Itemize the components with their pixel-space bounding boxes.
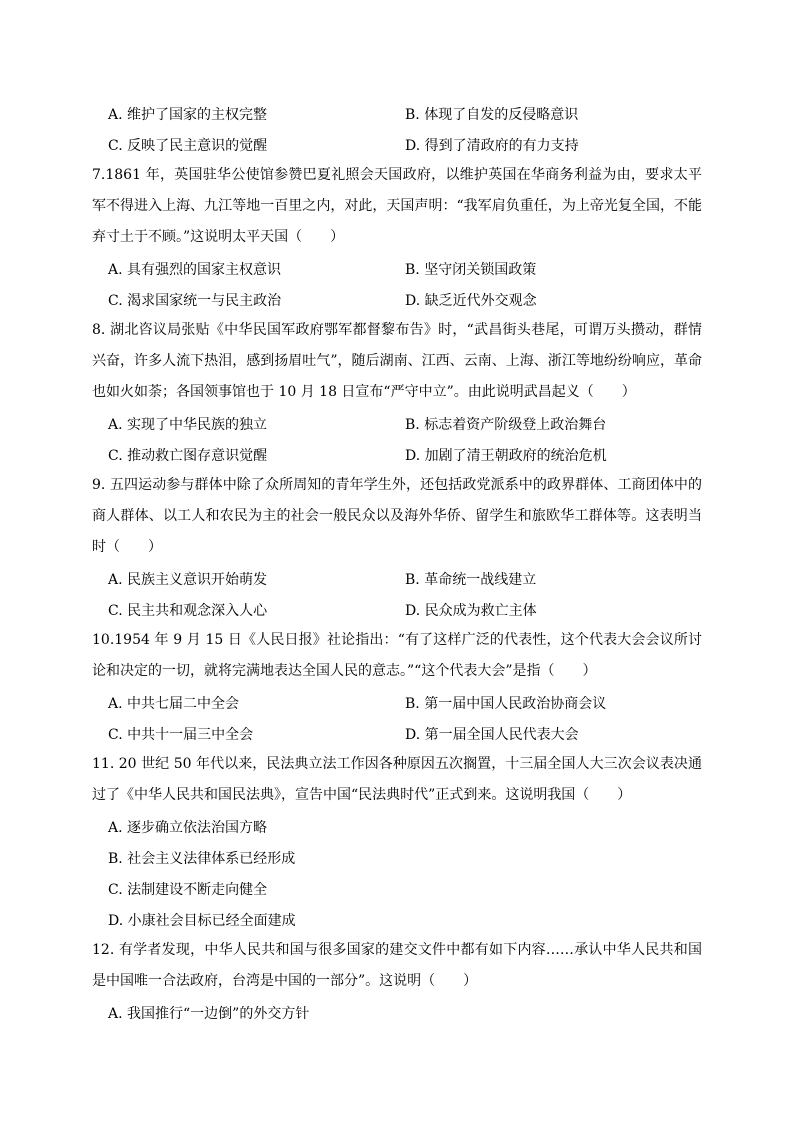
answer-option: A. 实现了中华民族的独立 bbox=[108, 416, 268, 433]
answer-option: B. 社会主义法律体系已经形成 bbox=[108, 850, 296, 867]
answer-option: C. 民主共和观念深入人心 bbox=[108, 602, 268, 619]
option-row bbox=[92, 253, 702, 284]
option-row bbox=[92, 98, 702, 129]
option-row bbox=[92, 284, 702, 315]
answer-option: C. 中共十一届三中全会 bbox=[108, 726, 254, 743]
option-row bbox=[92, 904, 702, 935]
answer-option: A. 逐步确立依法治国方略 bbox=[108, 819, 268, 836]
answer-option: A. 民族主义意识开始萌发 bbox=[108, 571, 268, 588]
option-row bbox=[92, 811, 702, 842]
option-row bbox=[92, 873, 702, 904]
answer-option: D. 第一届全国人民代表大会 bbox=[405, 726, 579, 743]
answer-option: B. 体现了自发的反侵略意识 bbox=[405, 106, 579, 123]
question-stem: 10.1954 年 9 月 15 日《人民日报》社论指出：“有了这样广泛的代表性，这个代表大会会议所讨论和决定的一切，就将完满地表达全国人民的意志。”“这个代表大会”是指（ ） bbox=[92, 632, 702, 679]
answer-option: C. 法制建设不断走向健全 bbox=[108, 881, 268, 898]
answer-option: B. 标志着资产阶级登上政治舞台 bbox=[405, 416, 607, 433]
question-stem: 7.1861 年，英国驻华公使馆参赞巴夏礼照会天国政府，以维护英国在华商务利益为由，要求太平军不得进入上海、九江等地一百里之内，对此，天国声明：“我军肩负重任，为上帝光复全国，不能弃寸土于不顾。”这说明太平天国（ ） bbox=[92, 167, 702, 245]
answer-option: A. 中共七届二中全会 bbox=[108, 695, 240, 712]
option-row bbox=[92, 563, 702, 594]
answer-option: D. 加剧了清王朝政府的统治危机 bbox=[405, 447, 607, 464]
question-stem: 11. 20 世纪 50 年代以来，民法典立法工作因各种原因五次搁置，十三届全国人大三次会议表决通过了《中华人民共和国民法典》，宣告中国“民法典时代”正式到来。这说明我国（ ） bbox=[92, 756, 702, 803]
answer-option: D. 得到了清政府的有力支持 bbox=[405, 137, 579, 154]
answer-option: A. 具有强烈的国家主权意识 bbox=[108, 261, 282, 278]
option-row bbox=[92, 129, 702, 160]
question-list bbox=[92, 98, 702, 1028]
option-row bbox=[92, 594, 702, 625]
answer-option: C. 反映了民主意识的觉醒 bbox=[108, 137, 268, 154]
answer-option: B. 第一届中国人民政治协商会议 bbox=[405, 695, 607, 712]
question-stem: 8. 湖北咨议局张贴《中华民国军政府鄂军都督黎布告》时，“武昌街头巷尾，可谓万头攒动，群情兴奋，许多人流下热泪，感到扬眉吐气”，随后湖南、江西、云南、上海、浙江等地纷纷响应，革命也如火如荼；各国领事馆也于 10 月 18 日宣布“严守中立”。由此说明武昌起义（ ） bbox=[92, 322, 702, 400]
answer-option: D. 缺乏近代外交观念 bbox=[405, 292, 537, 309]
answer-option: B. 坚守闭关锁国政策 bbox=[405, 261, 537, 278]
option-row bbox=[92, 408, 702, 439]
answer-option: B. 革命统一战线建立 bbox=[405, 571, 537, 588]
answer-option: C. 渴求国家统一与民主政治 bbox=[108, 292, 282, 309]
option-row bbox=[92, 718, 702, 749]
option-row bbox=[92, 687, 702, 718]
option-row bbox=[92, 997, 702, 1028]
answer-option: A. 维护了国家的主权完整 bbox=[108, 106, 268, 123]
question-stem: 12. 有学者发现，中华人民共和国与很多国家的建交文件中都有如下内容……承认中华人民共和国是中国唯一合法政府，台湾是中国的一部分”。这说明（ ） bbox=[92, 942, 702, 989]
answer-option: A. 我国推行“一边倒”的外交方针 bbox=[108, 1005, 310, 1022]
answer-option: D. 民众成为救亡主体 bbox=[405, 602, 537, 619]
question-stem: 9. 五四运动参与群体中除了众所周知的青年学生外，还包括政党派系中的政界群体、工商团体中的商人群体、以工人和农民为主的社会一般民众以及海外华侨、留学生和旅欧华工群体等。这表明当时（ ） bbox=[92, 477, 702, 555]
option-row bbox=[92, 439, 702, 470]
answer-option: D. 小康社会目标已经全面建成 bbox=[108, 912, 296, 929]
option-row bbox=[92, 842, 702, 873]
answer-option: C. 推动救亡图存意识觉醒 bbox=[108, 447, 268, 464]
